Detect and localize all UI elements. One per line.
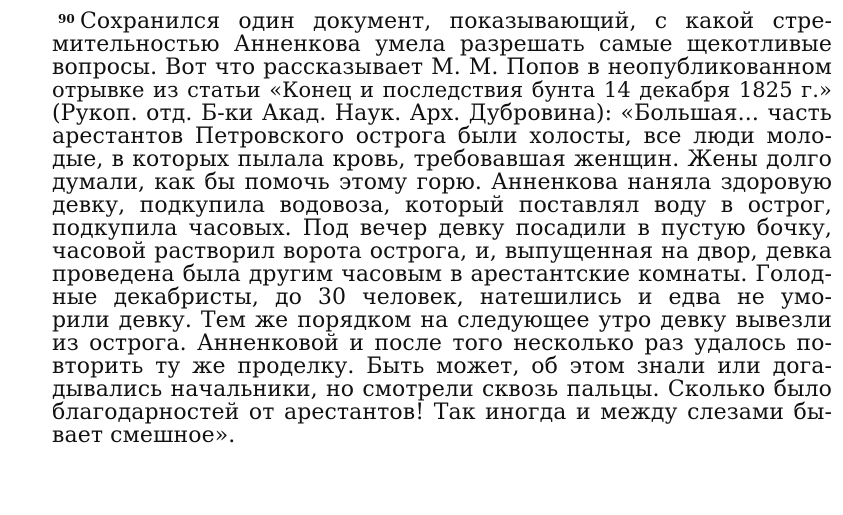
footnote-marker: 90 [58, 12, 75, 26]
text-line: проведена была другим часовым в арестантские комнаты. Голод- [52, 262, 832, 287]
text-line: вает смешное». [52, 423, 236, 448]
text-line: рили девку. Тем же порядком на следующее утро девку вывезли [52, 308, 832, 333]
text-line: отрывке из статьи «Конец и последствия бунта 14 декабря 1825 г.» [52, 78, 832, 102]
text-line: дывались начальники, но смотрели сквозь пальцы. Сколько было [52, 377, 832, 402]
text-line: думали, как бы помочь этому горю. Анненкова наняла здоровую [52, 170, 832, 195]
text-line: (Рукоп. отд. Б-ки Акад. Наук. Арх. Дубровина): «Большая... часть [52, 101, 832, 126]
text-line: вопросы. Вот что рассказывает М. М. Попов в неопубликованном [52, 55, 832, 80]
text-line: арестантов Петровского острога были холосты, все люди моло- [52, 124, 832, 149]
text-line: часовой растворил ворота острога, и, выпущенная на двор, девка [52, 239, 832, 264]
text-line: из острога. Анненковой и после того несколько раз удалось по- [52, 331, 832, 356]
text-line: мительностью Анненкова умела разрешать самые щекотливые [52, 32, 832, 57]
text-line: ные декабристы, до 30 человек, натешились и едва не умо- [52, 285, 832, 310]
text-line: девку, подкупила водовоза, который поставлял воду в острог, [52, 193, 832, 218]
text-line: вторить ту же проделку. Быть может, об этом знали или дога- [52, 354, 832, 379]
footnote-block [52, 10, 832, 447]
text-line: Сохранился один документ, показывающий, с какой стре- [80, 9, 832, 34]
text-line: подкупила часовых. Под вечер девку посадили в пустую бочку, [52, 216, 832, 241]
text-line: благодарностей от арестантов! Так иногда и между слезами бы- [52, 400, 832, 425]
text-line: дые, в которых пылала кровь, требовавшая женщин. Жены долго [52, 147, 832, 172]
